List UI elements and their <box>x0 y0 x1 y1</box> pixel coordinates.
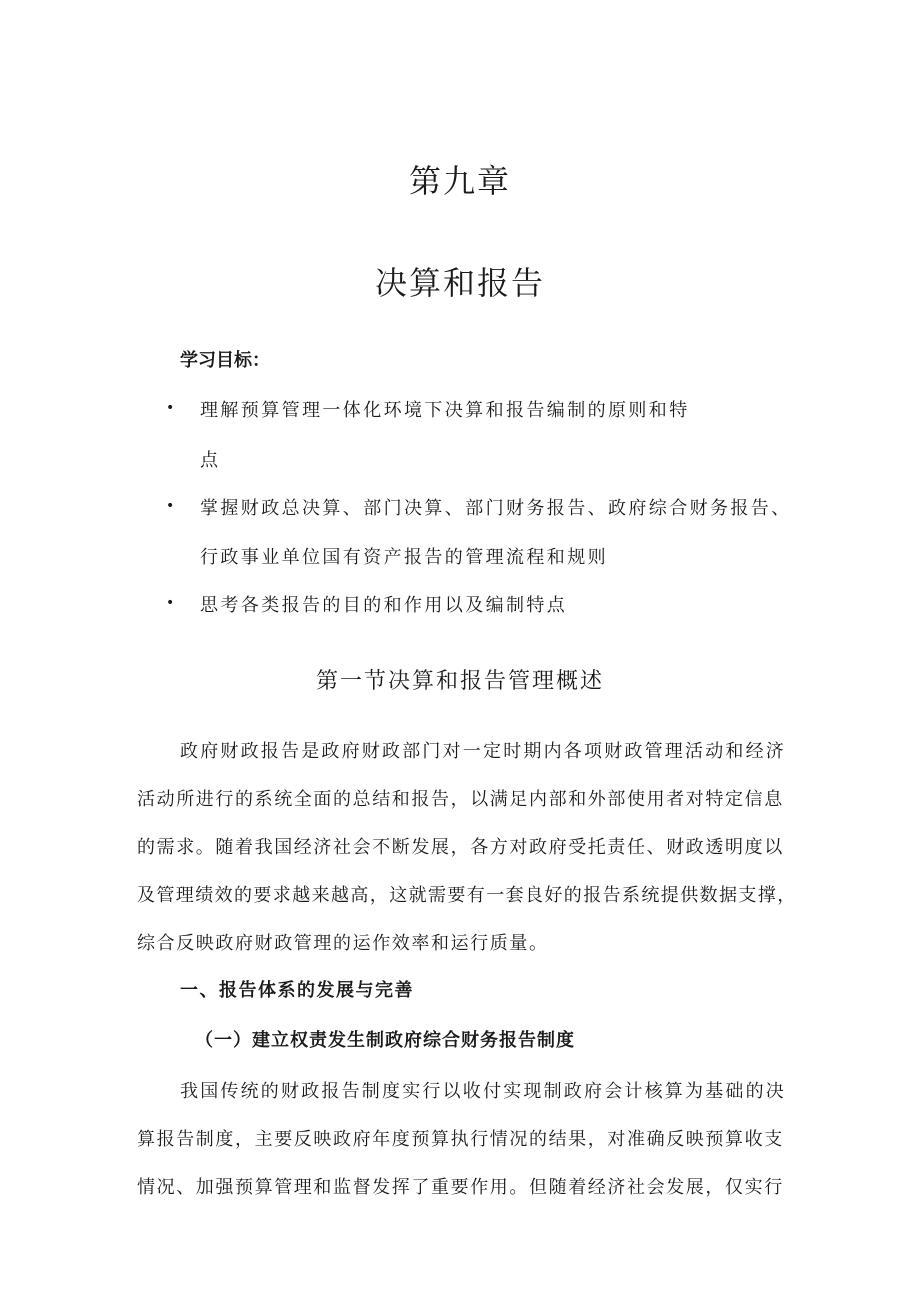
bullet-icon: • <box>166 400 175 416</box>
objectives-label: 学习目标： <box>180 350 270 371</box>
heading-level-2: （一）建立权责发生制政府综合财务报告制度 <box>195 1030 575 1051</box>
objective-1-line-2: 点 <box>200 450 221 471</box>
objective-3-line-1: 思考各类报告的目的和作用以及编制特点 <box>200 595 568 616</box>
section-title: 第一节决算和报告管理概述 <box>315 669 604 694</box>
chapter-number: 第九章 <box>408 162 511 200</box>
paragraph-1-line: 活动所进行的系统全面的总结和报告，以满足内部和外部使用者对特定信息 <box>137 789 784 810</box>
bullet-icon: • <box>166 595 175 611</box>
chapter-title: 决算和报告 <box>374 264 545 302</box>
paragraph-1-line: 及管理绩效的要求越来越高，这就需要有一套良好的报告系统提供数据支撑， <box>137 885 797 906</box>
objective-2-line-1: 掌握财政总决算、部门决算、部门财务报告、政府综合财务报告、 <box>200 498 792 519</box>
paragraph-1-line: 综合反映政府财政管理的运作效率和运行质量。 <box>137 933 549 954</box>
paragraph-2-line: 情况、加强预算管理和监督发挥了重要作用。但随着经济社会发展，仅实行 <box>137 1177 784 1198</box>
paragraph-1-line: 的需求。随着我国经济社会不断发展，各方对政府受托责任、财政透明度以 <box>137 837 784 858</box>
paragraph-2-line: 算报告制度，主要反映政府年度预算执行情况的结果，对准确反映预算收支 <box>137 1129 784 1150</box>
objective-2-line-2: 行政事业单位国有资产报告的管理流程和规则 <box>200 547 608 568</box>
paragraph-2-line: 我国传统的财政报告制度实行以收付实现制政府会计核算为基础的决 <box>180 1081 786 1102</box>
bullet-icon: • <box>166 498 175 514</box>
paragraph-1-line: 政府财政报告是政府财政部门对一定时期内各项财政管理活动和经济 <box>180 741 786 762</box>
heading-level-1: 一、报告体系的发展与完善 <box>180 980 414 1001</box>
objective-1-line-1: 理解预算管理一体化环境下决算和报告编制的原则和特 <box>200 400 690 421</box>
